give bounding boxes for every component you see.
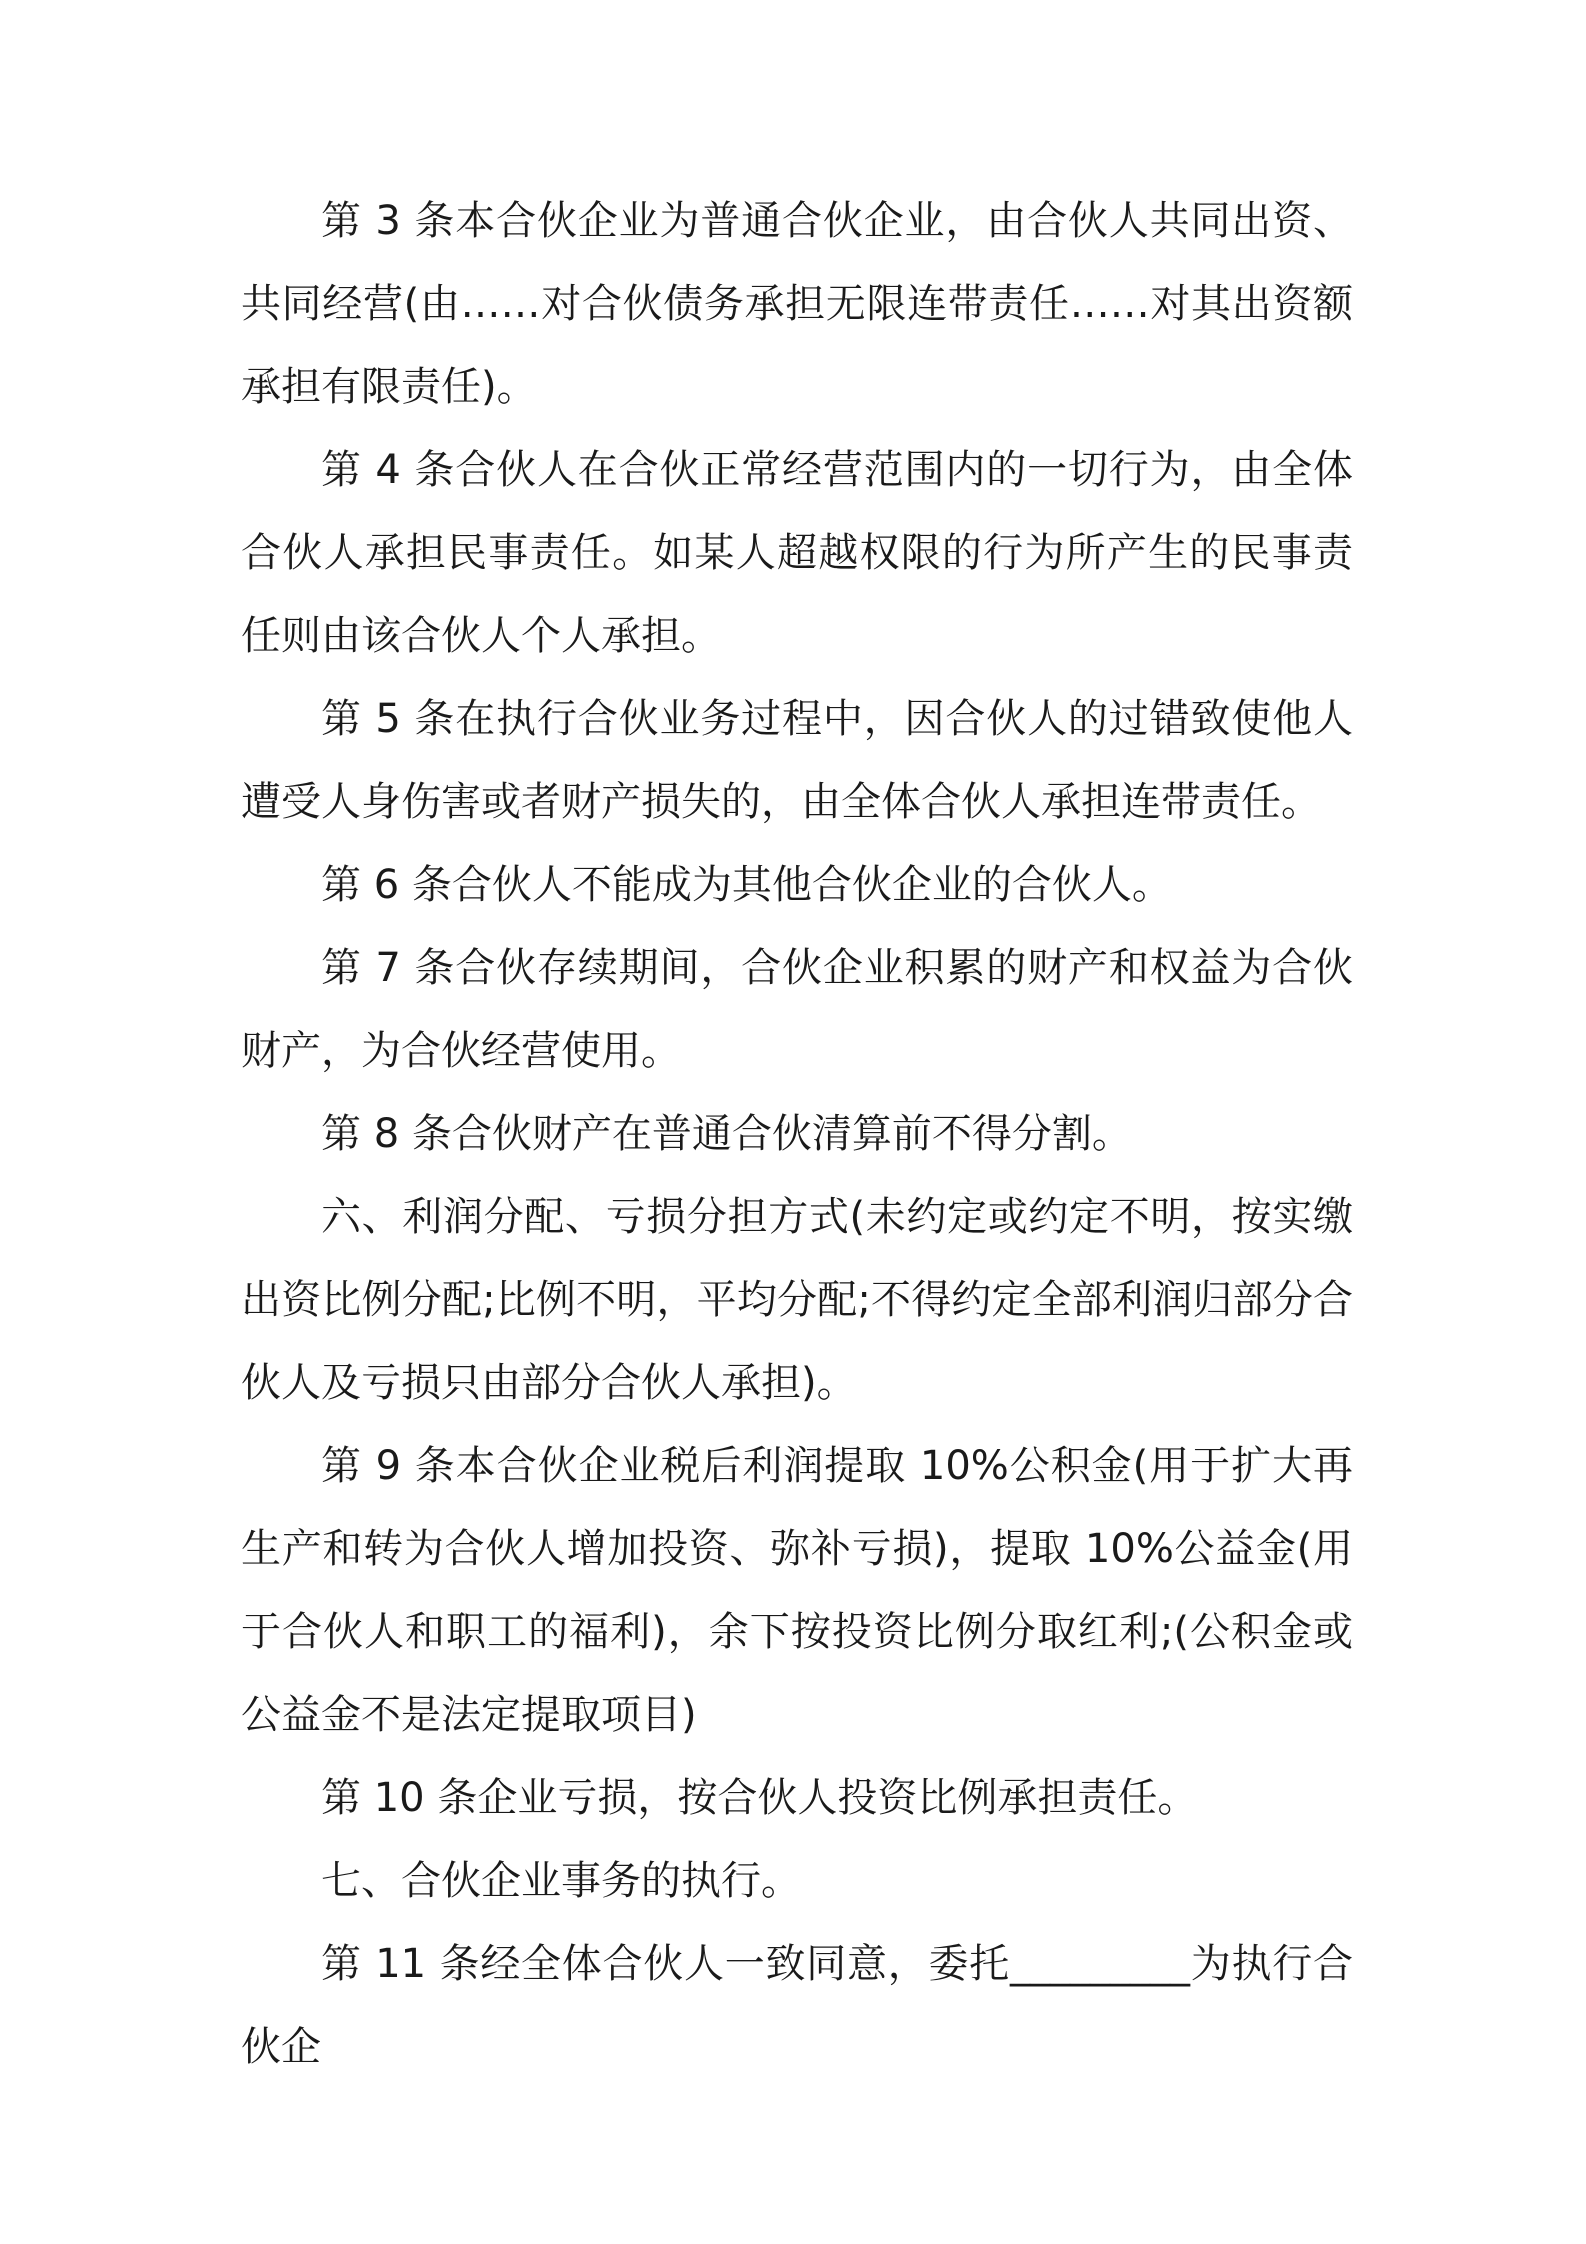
section-7-heading: 七、合伙企业事务的执行。 bbox=[321, 1858, 801, 1904]
article-11: 第 11 条经全体合伙人一致同意，委托_________为执行合伙企 bbox=[241, 1941, 1353, 2070]
article-8: 第 8 条合伙财产在普通合伙清算前不得分割。 bbox=[321, 1111, 1132, 1157]
article-6: 第 6 条合伙人不能成为其他合伙企业的合伙人。 bbox=[321, 862, 1172, 908]
document-page bbox=[241, 180, 1353, 2089]
article-4: 第 4 条合伙人在合伙正常经营范围内的一切行为，由全体合伙人承担民事责任。如某人超越权限的行为所产生的民事责任则由该合伙人个人承担。 bbox=[241, 447, 1353, 659]
article-10: 第 10 条企业亏损，按合伙人投资比例承担责任。 bbox=[321, 1775, 1198, 1821]
article-5: 第 5 条在执行合伙业务过程中，因合伙人的过错致使他人遭受人身伤害或者财产损失的，由全体合伙人承担连带责任。 bbox=[241, 696, 1353, 825]
article-9: 第 9 条本合伙企业税后利润提取 10%公积金(用于扩大再生产和转为合伙人增加投资、弥补亏损)，提取 10%公益金(用于合伙人和职工的福利)，余下按投资比例分取红利;(公积金或公益金不是法定提取项目) bbox=[241, 1443, 1353, 1738]
section-6-heading: 六、利润分配、亏损分担方式(未约定或约定不明，按实缴出资比例分配;比例不明，平均分配;不得约定全部利润归部分合伙人及亏损只由部分合伙人承担)。 bbox=[241, 1194, 1353, 1406]
article-7: 第 7 条合伙存续期间，合伙企业积累的财产和权益为合伙财产，为合伙经营使用。 bbox=[241, 945, 1353, 1074]
article-3: 第 3 条本合伙企业为普通合伙企业，由合伙人共同出资、共同经营(由……对合伙债务承担无限连带责任……对其出资额承担有限责任)。 bbox=[241, 198, 1353, 410]
